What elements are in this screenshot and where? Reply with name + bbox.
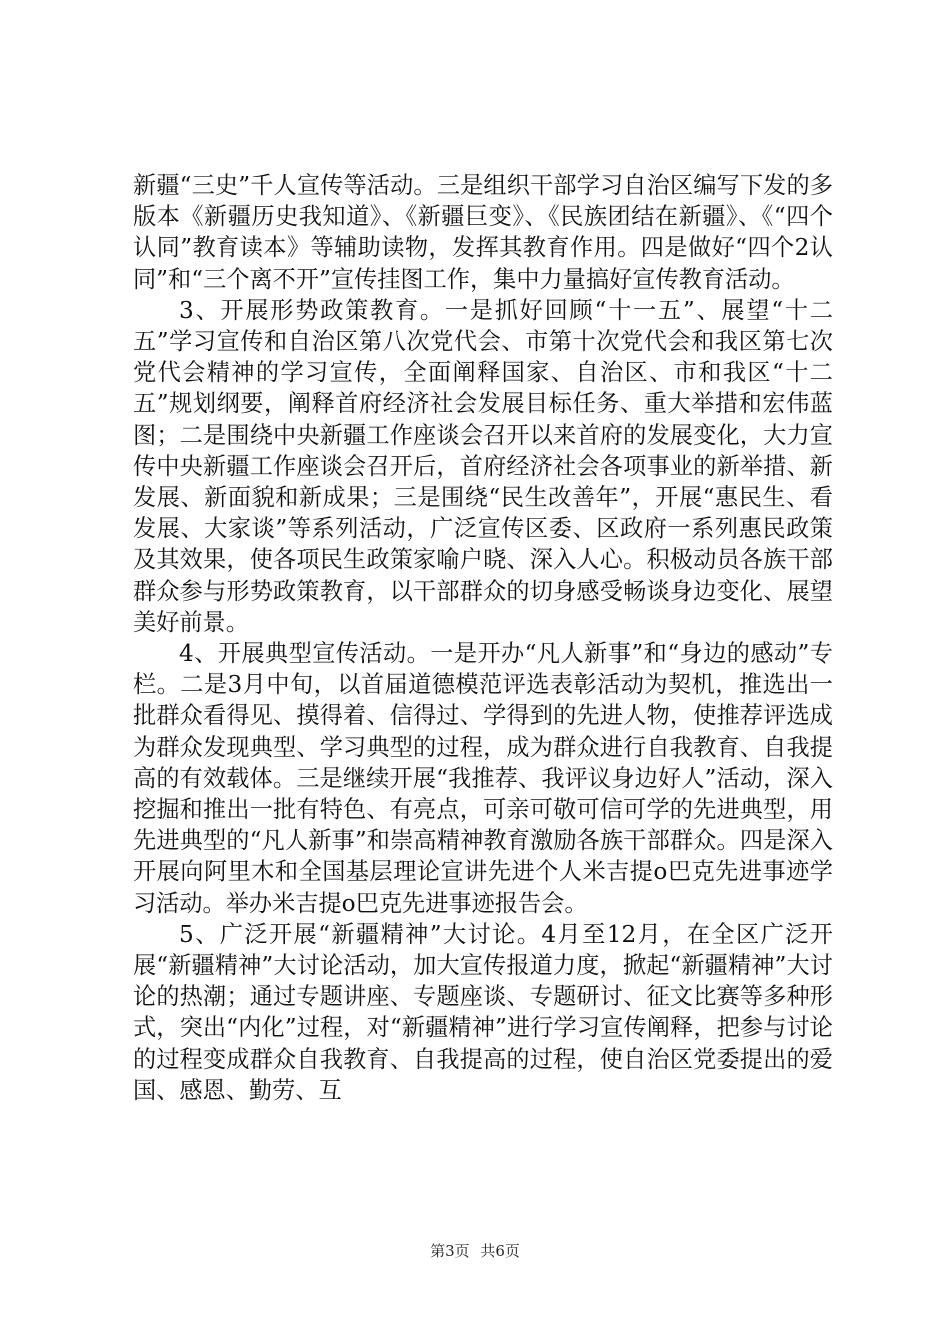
- paragraph-model-publicity: 4、开展典型宣传活动。一是开办“凡人新事”和“身边的感动”专栏。二是3月中旬，以首届道德模范评选表彰活动为契机，推选出一批群众看得见、摸得着、信得过、学得到的先进人物，使推荐评选成为群众发现典型、学习典型的过程，成为群众进行自我教育、自我提高的有效载体。三是继续开展“我推荐、我评议身边好人”活动，深入挖掘和推出一批有特色、有亮点，可亲可敬可信可学的先进典型，用先进典型的“凡人新事”和崇高精神教育激励各族干部群众。四是深入开展向阿里木和全国基层理论宣讲先进个人米吉提o巴克先进事迹学习活动。举办米吉提o巴克先进事迹报告会。: [133, 640, 833, 917]
- page-footer: [0, 1240, 950, 1262]
- page-number: 第3页: [430, 1242, 470, 1260]
- paragraph-continuation: 新疆“三史”千人宣传等活动。三是组织干部学习自治区编写下发的多版本《新疆历史我知道》、《新疆巨变》、《民族团结在新疆》、《“四个认同”教育读本》等辅助读物，发挥其教育作用。四是做好“四个2认同”和“三个离不开”宣传挂图工作，集中力量搞好宣传教育活动。: [133, 172, 833, 293]
- page-total: 共6页: [480, 1242, 520, 1260]
- paragraph-xinjiang-spirit: 5、广泛开展“新疆精神”大讨论。4月至12月，在全区广泛开展“新疆精神”大讨论活动，加大宣传报道力度，掀起“新疆精神”大讨论的热潮；通过专题讲座、专题座谈、专题研讨、征文比赛等多种形式，突出“内化”过程，对“新疆精神”进行学习宣传阐释，把参与讨论的过程变成群众自我教育、自我提高的过程，使自治区党委提出的爱国、感恩、勤劳、互: [133, 920, 833, 1104]
- document-body: [133, 170, 833, 1106]
- paragraph-policy-education: 3、开展形势政策教育。一是抓好回顾“十一五”、展望“十二五”学习宣传和自治区第八次党代会、市第十次党代会和我区第七次党代会精神的学习宣传，全面阐释国家、自治区、市和我区“十二五”规划纲要，阐释首府经济社会发展目标任务、重大举措和宏伟蓝图；二是围绕中央新疆工作座谈会召开以来首府的发展变化，大力宣传中央新疆工作座谈会召开后，首府经济社会各项事业的新举措、新发展、新面貌和新成果；三是围绕“民生改善年”，开展“惠民生、看发展、大家谈”等系列活动，广泛宣传区委、区政府一系列惠民政策及其效果，使各项民生政策家喻户晓、深入人心。积极动员各族干部群众参与形势政策教育，以干部群众的切身感受畅谈身边变化、展望美好前景。: [133, 296, 833, 636]
